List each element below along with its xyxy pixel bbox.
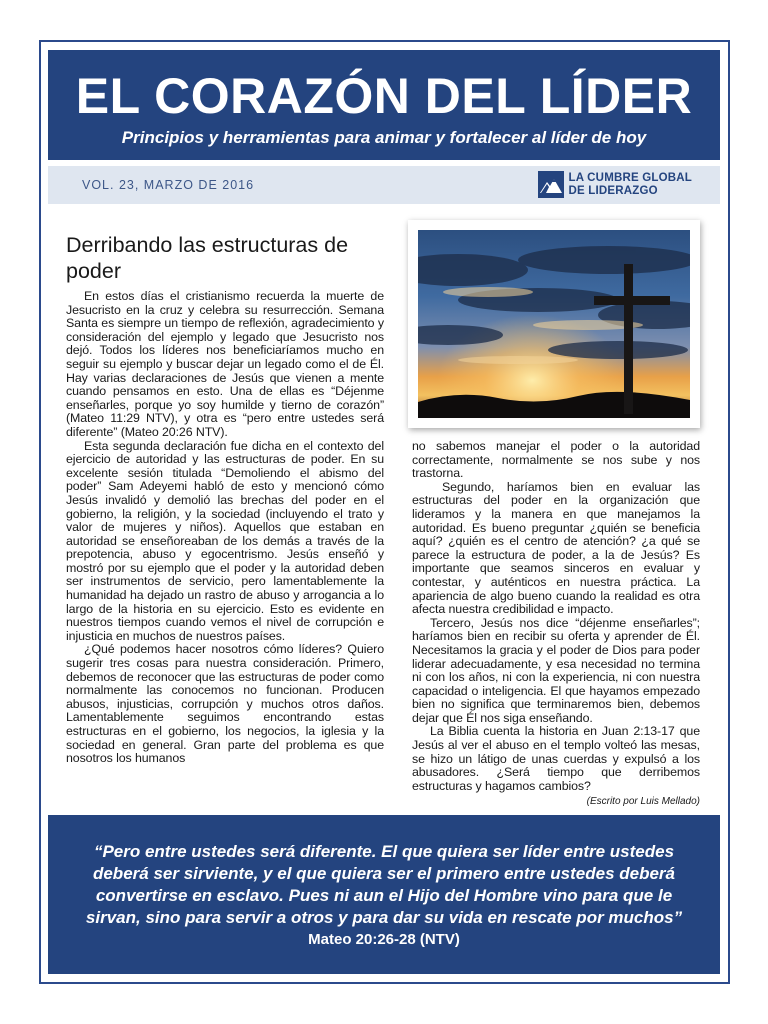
article-paragraph-continued: no sabemos manejar el poder o la autoridad correctamente, normalmente se nos sube y nos trastorna. <box>412 439 700 481</box>
scripture-reference: Mateo 20:26-28 (NTV) <box>308 931 460 948</box>
article-right-column <box>412 440 700 807</box>
article-paragraph: La Biblia cuenta la historia en Juan 2:13-17 que Jesús al ver el abuso en el templo volteó las mesas, se hizo un látigo de unas cuerdas y expulsó a los abusadores. ¿Será tiempo que derribemos estructuras y hagamos cambios? <box>412 724 700 793</box>
cross-photo-frame <box>408 220 700 428</box>
article-body-right <box>412 440 700 793</box>
sunset-cross-image <box>418 230 690 418</box>
article-paragraph: Tercero, Jesús nos dice “déjenme enseñarles”; haríamos bien en recibir su oferta y aprender de Él. Necesitamos la gracia y el poder de Dios para poder liderar adecuadamente, y esa necesidad no termina ni con los años, ni con la experiencia, ni con nuestra capacidad o inteligencia. El que hayamos empezado bien no significa que terminaremos bien, debemos dejar que Él nos siga enseñando. <box>412 615 700 725</box>
issue-bar <box>48 166 720 204</box>
newsletter-title: EL CORAZÓN DEL LÍDER <box>75 68 693 124</box>
org-name-line2: DE LIDERAZGO <box>568 184 658 197</box>
org-logo <box>538 171 692 198</box>
newsletter-subtitle: Principios y herramientas para animar y fortalecer al líder de hoy <box>121 128 647 147</box>
org-name-line1: LA CUMBRE GLOBAL <box>568 171 692 184</box>
issue-volume: VOL. 23, MARZO DE 2016 <box>82 178 255 192</box>
scripture-quote: “Pero entre ustedes será diferente. El que quiera ser líder entre ustedes deberá ser sirviente, y el que quiera ser el primero entre ustedes deberá convertirse en esclavo. Pues ni aun el Hijo del Hombre vino para que le sirvan, sino para servir a otros y para dar su vida en rescate por muchos” <box>85 842 683 927</box>
article-paragraph: Segundo, haríamos bien en evaluar las estructuras del poder en la organización que lideramos y la manera en que manejamos la autoridad. Es bueno preguntar ¿quién se beneficia aquí? ¿quién es el centro de atención? ¿a qué se parece la estructura de poder, a la de Jesús? Es importante que seamos sinceros en evaluar y contestar, y auténticos en nuestra práctica. La apariencia de algo bueno cuando la realidad es otra afecta nuestra credibilidad e impacto. <box>412 479 700 617</box>
article-paragraph: Esta segunda declaración fue dicha en el contexto del ejercicio de autoridad y las estructuras de poder. En su excelente sesión titulada “Demoliendo el abismo del poder” Sam Adeyemi habló de esto y mencionó cómo Jesús invalidó y demolió las brechas del poder en el gobierno, la religión, y la sociedad (incluyendo el trato y valor de mujeres y niños). Aquellos que estaban en autoridad se enseñoreaban de los demás a través de la prepotencia, abuso y egocentrismo. Jesús enseñó y mostró por su ejemplo que el poder y la autoridad deben ser instrumentos de servicio, pero lamentablemente la humanidad ha dejado un rastro de abuso y arrogancia a lo largo de la historia en su ejercicio. Esto es evidente en nuestros tiempos cuando vemos el nivel de corrupción e injusticia en muchos de nuestros países. <box>66 438 384 643</box>
author-credit: (Escrito por Luis Mellado) <box>586 796 700 808</box>
article-left-column <box>66 232 384 766</box>
article-paragraph: ¿Qué podemos hacer nosotros cómo líderes? Quiero sugerir tres cosas para nuestra consideración. Primero, debemos de reconocer que las estructuras de poder como normalmente las conocemos no funcionan. Producen abusos, injusticias, corrupción y muchos otros daños. Lamentablemente seguimos encontrando estas estructuras en el gobierno, los negocios, la iglesia y la sociedad en general. Gran parte del problema es que nosotros los humanos <box>66 642 384 766</box>
mountain-logo-icon <box>538 171 564 198</box>
masthead <box>48 50 720 160</box>
article-headline: Derribando las estructuras de poder <box>66 233 349 283</box>
scripture-quote-box <box>48 815 720 974</box>
article-paragraph: En estos días el cristianismo recuerda la muerte de Jesucristo en la cruz y celebra su resurrección. Semana Santa es siempre un tiempo de reflexión, agradecimiento y consideración del ejemplo y legado que Jesucristo nos dejó. Todos los líderes nos beneficiaríamos mucho en seguir su ejemplo y buscar dejar un legado como el de Él. Hay varias declaraciones de Jesús que vienen a mente cuando pensamos en esto. Una de ellas es “Déjenme enseñarles, porque yo soy humilde y tierno de corazón” (Mateo 11:29 NTV), y otra es “pero entre ustedes será diferente” (Mateo 20:26 NTV). <box>66 289 384 439</box>
article-body-left <box>66 290 384 766</box>
